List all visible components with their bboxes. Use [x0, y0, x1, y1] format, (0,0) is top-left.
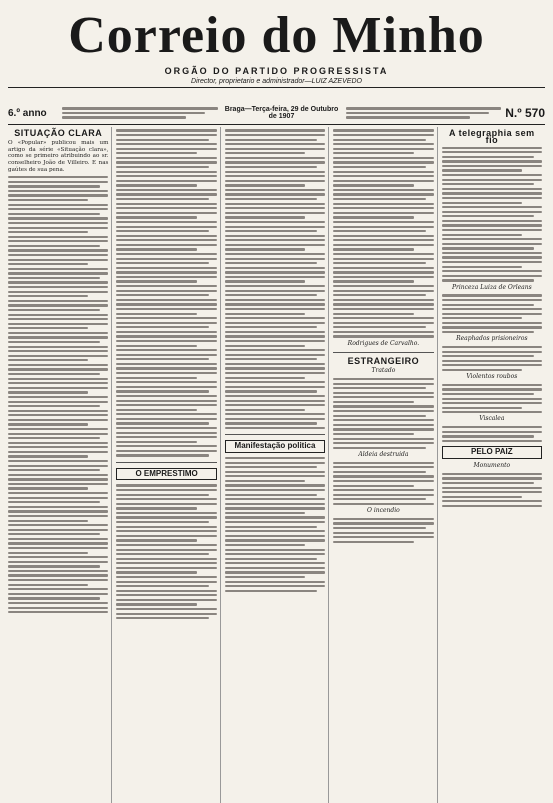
text-lines — [333, 518, 433, 543]
column-2 — [116, 127, 220, 803]
subhead-princeza: Princeza Luiza de Orleans — [451, 283, 532, 291]
text-lines — [116, 484, 216, 619]
edition-label: 6.º anno — [8, 107, 47, 119]
issue-date: Braga—Terça-feira, 29 de Outubro de 1907 — [224, 106, 339, 120]
column-separator — [116, 462, 216, 463]
subscription-box — [58, 105, 222, 121]
text-lines — [333, 378, 433, 449]
article-title-situacao: SITUAÇÃO CLARA — [14, 128, 103, 138]
subhead-tratado: Tratado — [371, 367, 396, 375]
newspaper-title: Correio do Minho — [68, 7, 485, 64]
column-separator — [225, 434, 325, 435]
subhead-incendio: O incendio — [367, 507, 400, 515]
section-box-manifestacao: Manifestação politica — [225, 440, 325, 453]
info-bar — [8, 102, 545, 125]
subhead-viscalea: Viscalea — [479, 415, 505, 423]
section-head-estrangeiro: ESTRANGEIRO — [347, 356, 420, 367]
text-lines — [8, 176, 108, 613]
masthead — [8, 6, 545, 102]
subhead-prisioneiros: Reaphados prisioneiros — [456, 335, 528, 343]
masthead-rule — [8, 87, 545, 88]
article-intro: O «Popular» publicou mais um artigo da série «Situação clara», como se primeiro atribuindo ao sr. conselheiro João de Villeiro. E nas gaútes de sua pena. — [8, 139, 109, 173]
subhead-roubos: Violentos roubos — [466, 373, 518, 381]
director-line: Director, proprietario e administrador—LUIZ AZEVEDO — [191, 78, 362, 85]
text-lines — [116, 129, 216, 456]
signature: Rodrigues de Carvalho. — [347, 339, 420, 347]
column-3 — [225, 127, 329, 803]
text-lines — [442, 473, 542, 507]
column-4 — [333, 127, 437, 803]
text-lines — [442, 346, 542, 371]
column-separator — [333, 352, 433, 353]
section-box-pelo-paiz: PELO PAIZ — [442, 446, 542, 459]
text-lines — [333, 462, 433, 505]
column-1 — [8, 127, 112, 803]
advert-box — [342, 105, 506, 121]
subhead-monumento: Monumento — [473, 462, 511, 469]
text-lines — [442, 294, 542, 333]
text-lines — [442, 147, 542, 282]
subhead-aldeia: Aldeia destruida — [358, 450, 409, 458]
text-lines — [333, 129, 433, 337]
text-lines — [225, 129, 325, 429]
newspaper-subtitle: ORGÃO DO PARTIDO PROGRESSISTA — [164, 66, 389, 76]
columns — [8, 127, 545, 803]
article-title-telegraphia: A telegraphia sem fio — [448, 128, 535, 145]
issue-number: N.º 570 — [505, 106, 545, 120]
text-lines — [225, 457, 325, 592]
section-box-emprestimo: O EMPRESTIMO — [116, 468, 216, 481]
text-lines — [442, 384, 542, 414]
column-5 — [442, 127, 545, 803]
text-lines — [442, 426, 542, 442]
